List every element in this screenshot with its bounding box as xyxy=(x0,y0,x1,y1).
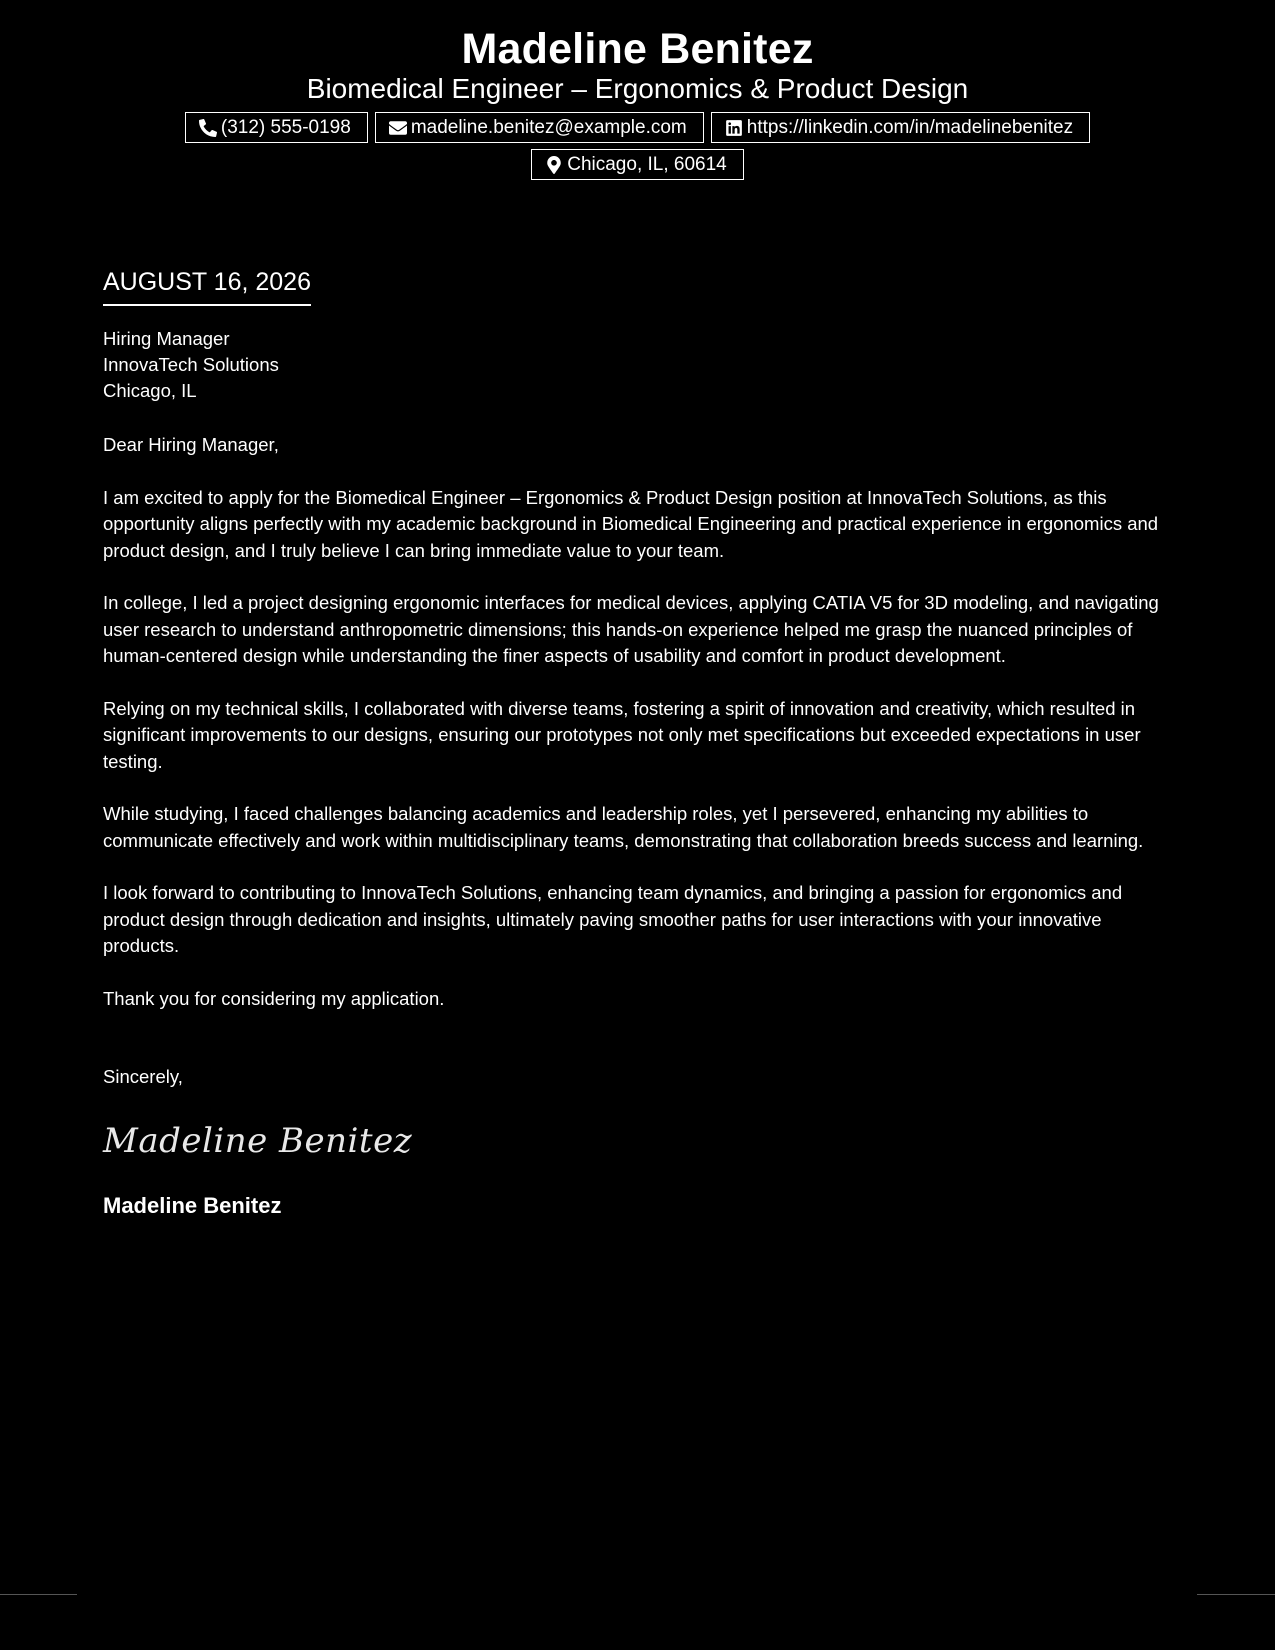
letter-header xyxy=(0,22,1275,186)
location-text: Chicago, IL, 60614 xyxy=(567,153,727,175)
applicant-title: Biomedical Engineer – Ergonomics & Product Design xyxy=(306,73,969,104)
recipient-name: Hiring Manager xyxy=(103,328,230,349)
signature: Madeline Benitez xyxy=(103,1120,413,1161)
contact-location[interactable] xyxy=(531,149,744,180)
paragraph: I am excited to apply for the Biomedical Engineer – Ergonomics & Product Design position at InnovaTech Solutions, as this opportunity aligns perfectly with my academic background in Biomedical Engineering and practical experience in ergonomics and product design, and I truly believe I can bring immediate value to your team. xyxy=(103,486,1159,561)
map-marker-icon xyxy=(545,156,563,174)
paragraph: In college, I led a project designing ergonomic interfaces for medical devices, applying CATIA V5 for 3D modeling, and navigating user research to understand anthropometric dimensions; this hands-on experience helped me grasp the nuanced principles of human-centered design while understanding the finer aspects of usability and comfort in product development. xyxy=(103,592,1159,666)
letter-body xyxy=(103,266,1173,1219)
contact-linkedin[interactable] xyxy=(711,112,1090,143)
phone-text: (312) 555-0198 xyxy=(220,116,351,138)
linkedin-icon xyxy=(725,119,743,137)
paragraph: I look forward to contributing to InnovaTech Solutions, enhancing team dynamics, and bringing a passion for ergonomics and product design through dedication and insights, ultimately paving smoother paths for user interactions with your innovative products. xyxy=(103,882,1123,956)
contact-list xyxy=(173,112,1103,186)
signer-name: Madeline Benitez xyxy=(103,1192,282,1218)
envelope-icon xyxy=(389,119,407,137)
letter-date: AUGUST 16, 2026 xyxy=(103,266,311,306)
recipient-company: InnovaTech Solutions xyxy=(103,354,279,375)
contact-email[interactable] xyxy=(375,112,704,143)
contact-phone[interactable] xyxy=(185,112,368,143)
footer-divider-right xyxy=(1197,1594,1275,1595)
paragraph: Thank you for considering my application. xyxy=(103,987,445,1009)
closing: Sincerely, xyxy=(103,1066,183,1087)
paragraph: While studying, I faced challenges balancing academics and leadership roles, yet I persevered, enhancing my abilities to communicate effectively and work within multidisciplinary teams, demonstrating that collaboration breeds success and learning. xyxy=(103,803,1144,851)
recipient-block xyxy=(103,326,1173,404)
linkedin-text: https://linkedin.com/in/madelinebenitez xyxy=(746,116,1074,138)
applicant-name: Madeline Benitez xyxy=(461,25,814,73)
phone-icon xyxy=(199,119,217,137)
paragraph: Relying on my technical skills, I collaborated with diverse teams, fostering a spirit of innovation and creativity, which resulted in significant improvements to our designs, ensuring our prototypes not only met specifications but exceeded expectations in user testing. xyxy=(103,697,1141,772)
recipient-location: Chicago, IL xyxy=(103,380,197,401)
email-text: madeline.benitez@example.com xyxy=(410,116,687,138)
salutation: Dear Hiring Manager, xyxy=(103,434,279,455)
footer-divider-left xyxy=(0,1594,77,1595)
